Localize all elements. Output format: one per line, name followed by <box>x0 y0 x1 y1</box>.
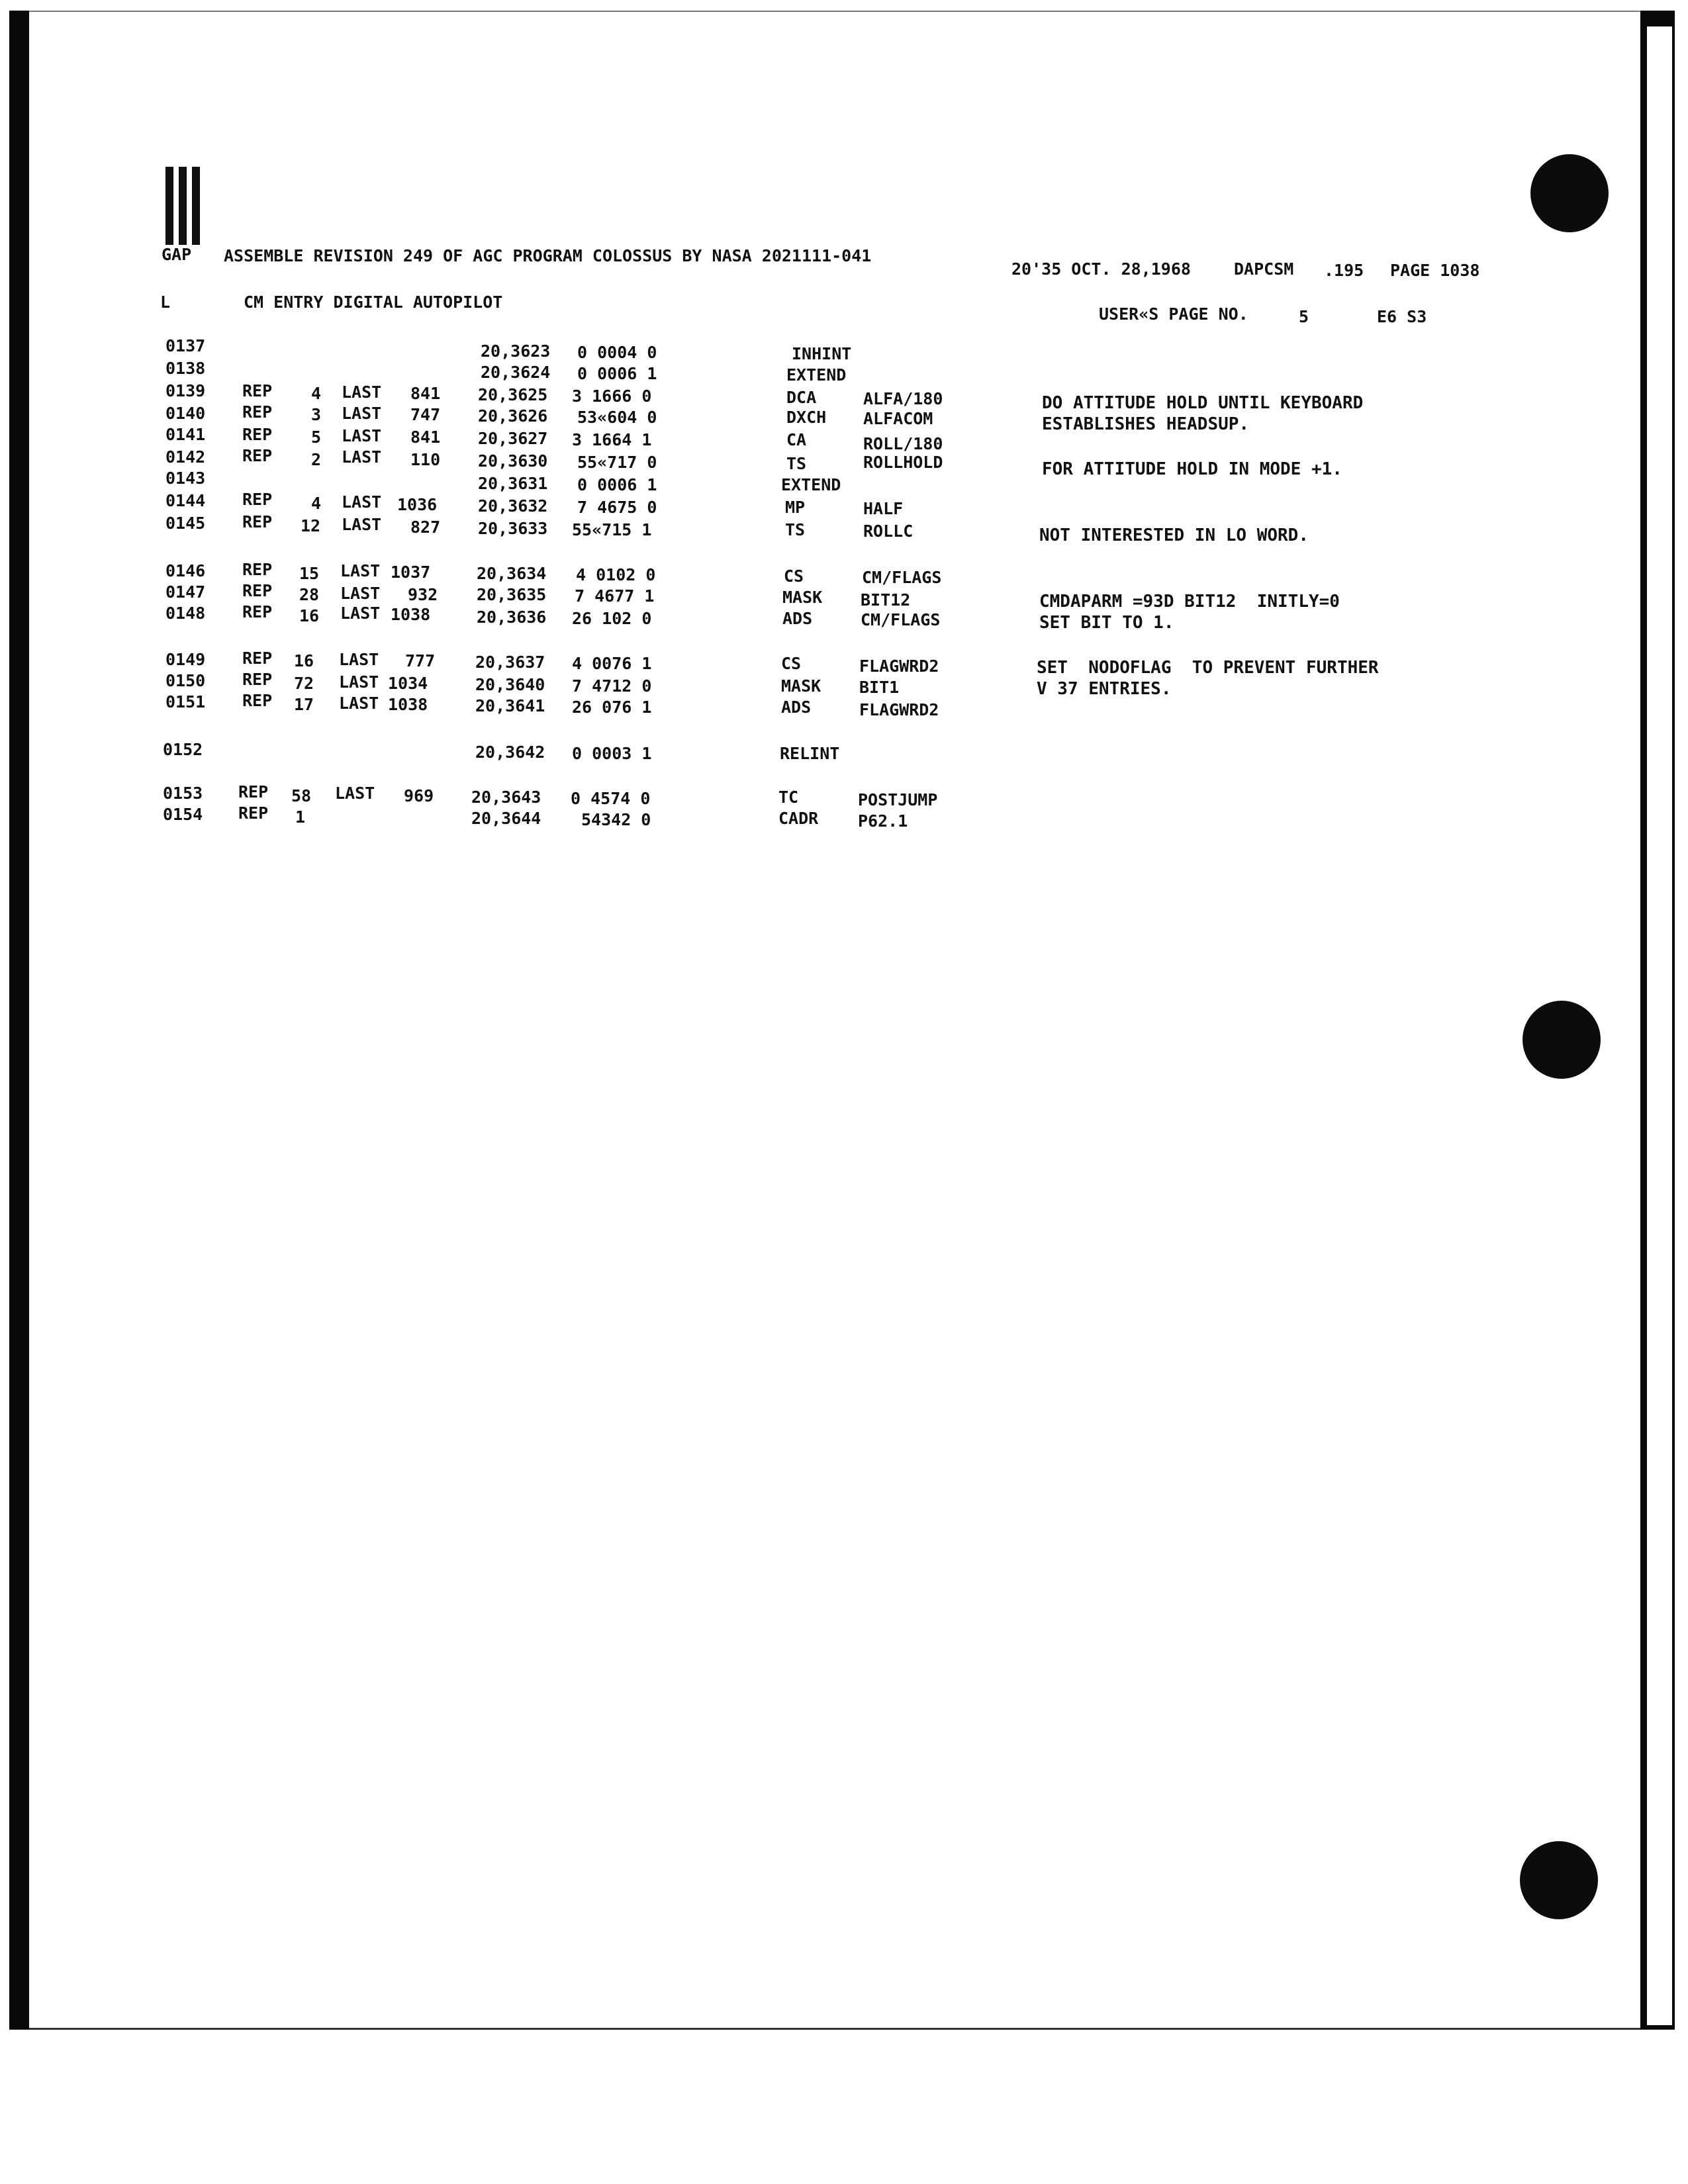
opcode: CA <box>786 430 807 449</box>
last-ref-page: 841 <box>410 384 441 403</box>
comment-line: CMDAPARM =93D BIT12 INITLY=0 <box>1039 592 1340 612</box>
operand: POSTJUMP <box>858 790 938 809</box>
opcode: DXCH <box>786 408 827 427</box>
last-ref-page: 777 <box>405 651 436 670</box>
operand: BIT1 <box>859 678 900 697</box>
octal-word: 0 0003 1 <box>572 744 652 763</box>
rep-marker: REP <box>242 512 273 531</box>
opcode: EXTEND <box>786 365 847 385</box>
line-number: 0143 <box>165 469 206 488</box>
address: 20,3625 <box>478 385 548 404</box>
ref-count: 58 <box>291 786 312 805</box>
address: 20,3644 <box>471 809 541 828</box>
opcode: DCA <box>786 388 817 407</box>
comment-line: V 37 ENTRIES. <box>1037 679 1172 699</box>
binder-hole-middle <box>1523 1001 1601 1079</box>
line-number: 0146 <box>165 561 206 580</box>
rep-marker: REP <box>242 381 273 400</box>
opcode: INHINT <box>792 344 852 363</box>
opcode: CADR <box>778 809 819 828</box>
operand: P62.1 <box>858 811 908 831</box>
comment-line: SET NODOFLAG TO PREVENT FURTHER <box>1037 658 1379 678</box>
address: 20,3634 <box>477 564 547 583</box>
ref-count: 72 <box>294 674 314 693</box>
line-number: 0142 <box>165 447 206 467</box>
operand: HALF <box>863 499 904 518</box>
ref-count: 3 <box>311 405 322 424</box>
address: 20,3643 <box>471 788 541 807</box>
last-ref-page: 1036 <box>397 495 438 514</box>
operand: FLAGWRD2 <box>859 657 939 676</box>
ref-count: 4 <box>311 494 322 513</box>
last-label: LAST <box>342 383 382 402</box>
octal-word: 3 1666 0 <box>572 387 652 406</box>
rep-marker: REP <box>242 581 273 600</box>
line-number: 0138 <box>165 359 206 378</box>
last-ref-page: 110 <box>410 450 441 469</box>
line-number: 0152 <box>163 740 203 759</box>
ref-count: 12 <box>301 516 321 535</box>
octal-word: 54342 0 <box>581 810 651 829</box>
address: 20,3632 <box>478 496 548 516</box>
last-label: LAST <box>339 672 379 692</box>
opcode: CS <box>781 654 802 673</box>
registration-marks <box>165 167 205 245</box>
user-page-number: 5 <box>1299 307 1309 326</box>
last-ref-page: 969 <box>404 786 434 805</box>
operand: ROLLHOLD <box>863 453 943 472</box>
line-number: 0149 <box>165 650 206 669</box>
last-label: LAST <box>342 515 382 534</box>
opcode: TS <box>786 454 807 473</box>
last-ref-page: 841 <box>410 428 441 447</box>
rep-marker: REP <box>242 490 273 509</box>
ref-count: 4 <box>311 384 322 403</box>
rep-marker: REP <box>242 425 273 444</box>
last-ref-page: 827 <box>410 518 441 537</box>
last-ref-page: 1038 <box>388 695 428 714</box>
rep-marker: REP <box>242 691 273 710</box>
comment-line: ESTABLISHES HEADSUP. <box>1042 414 1250 434</box>
last-label: LAST <box>342 426 382 445</box>
last-label: LAST <box>342 404 382 423</box>
header-log-number: .195 <box>1324 261 1364 280</box>
rep-marker: REP <box>242 670 273 689</box>
opcode: MASK <box>781 676 821 696</box>
last-ref-page: 932 <box>408 585 438 604</box>
ref-count: 16 <box>294 651 314 670</box>
address: 20,3636 <box>477 608 547 627</box>
address: 20,3626 <box>478 406 548 426</box>
line-number: 0147 <box>165 582 206 602</box>
ref-count: 2 <box>311 450 322 469</box>
operand: ALFACOM <box>863 409 933 428</box>
octal-word: 26 102 0 <box>572 609 652 628</box>
opcode: MP <box>785 498 806 517</box>
ref-count: 16 <box>299 606 320 625</box>
operand: FLAGWRD2 <box>859 700 939 719</box>
line-number: 0148 <box>165 604 206 623</box>
last-label: LAST <box>339 694 379 713</box>
operand: CM/FLAGS <box>861 610 941 629</box>
line-number: 0145 <box>165 514 206 533</box>
comment-line: DO ATTITUDE HOLD UNTIL KEYBOARD <box>1042 393 1364 413</box>
ref-count: 28 <box>299 585 320 604</box>
last-ref-page: 1038 <box>391 605 431 624</box>
address: 20,3641 <box>475 696 545 715</box>
last-label: LAST <box>340 561 381 580</box>
address: 20,3642 <box>475 743 545 762</box>
user-page-label: USER«S PAGE NO. <box>1099 304 1248 324</box>
opcode: CS <box>784 567 804 586</box>
rep-marker: REP <box>238 782 269 801</box>
opcode: ADS <box>782 609 813 628</box>
header-datetime: 20'35 OCT. 28,1968 <box>1011 259 1191 279</box>
opcode: TS <box>785 520 806 539</box>
octal-word: 7 4712 0 <box>572 676 652 696</box>
rep-marker: REP <box>242 402 273 422</box>
octal-word: 55«715 1 <box>572 520 652 539</box>
last-ref-page: 1037 <box>391 563 431 582</box>
operand: ALFA/180 <box>863 389 943 408</box>
comment-line: NOT INTERESTED IN LO WORD. <box>1039 525 1309 545</box>
octal-word: 26 076 1 <box>572 698 652 717</box>
line-number: 0154 <box>163 805 203 824</box>
rep-marker: REP <box>242 602 273 621</box>
right-scan-border-gap <box>1647 26 1672 2025</box>
octal-word: 55«717 0 <box>577 453 657 472</box>
ref-count: 5 <box>311 428 322 447</box>
octal-word: 0 4574 0 <box>571 789 651 808</box>
line-number: 0144 <box>165 491 206 510</box>
page-codes: E6 S3 <box>1377 307 1427 326</box>
address: 20,3635 <box>477 585 547 604</box>
address: 20,3637 <box>475 653 545 672</box>
address: 20,3624 <box>481 363 551 382</box>
line-number: 0150 <box>165 671 206 690</box>
opcode: ADS <box>781 698 812 717</box>
octal-word: 7 4675 0 <box>577 498 657 517</box>
ref-count: 15 <box>299 564 320 583</box>
opcode: TC <box>778 788 799 807</box>
operand: ROLLC <box>863 522 914 541</box>
section-marker: L <box>160 293 171 312</box>
octal-word: 3 1664 1 <box>572 430 652 449</box>
header-log-name: DAPCSM <box>1234 259 1294 279</box>
opcode: EXTEND <box>781 475 841 494</box>
page-top-edge <box>13 11 1675 12</box>
last-ref-page: 747 <box>410 405 441 424</box>
address: 20,3633 <box>478 519 548 538</box>
octal-word: 0 0006 1 <box>577 364 657 383</box>
comment-line: FOR ATTITUDE HOLD IN MODE +1. <box>1042 459 1342 479</box>
last-label: LAST <box>335 784 375 803</box>
line-number: 0153 <box>163 784 203 803</box>
last-label: LAST <box>342 492 382 512</box>
line-number: 0141 <box>165 425 206 444</box>
line-number: 0139 <box>165 381 206 400</box>
last-ref-page: 1034 <box>388 674 428 693</box>
opcode: RELINT <box>780 744 840 763</box>
octal-word: 53«604 0 <box>577 408 657 427</box>
last-label: LAST <box>340 584 381 603</box>
address: 20,3631 <box>478 474 548 493</box>
last-label: LAST <box>342 447 382 467</box>
operand: ROLL/180 <box>863 434 943 453</box>
operand: CM/FLAGS <box>862 568 942 587</box>
operand: BIT12 <box>861 590 911 610</box>
binder-hole-top <box>1530 154 1609 232</box>
octal-word: 7 4677 1 <box>575 586 655 606</box>
octal-word: 0 0004 0 <box>577 343 657 362</box>
octal-word: 4 0076 1 <box>572 654 652 673</box>
octal-word: 4 0102 0 <box>576 565 656 584</box>
address: 20,3630 <box>478 451 548 471</box>
opcode: MASK <box>782 588 823 607</box>
address: 20,3623 <box>481 341 551 361</box>
ref-count: 17 <box>294 695 314 714</box>
binder-hole-bottom <box>1520 1841 1598 1919</box>
ref-count: 1 <box>295 807 306 827</box>
address: 20,3627 <box>478 429 548 448</box>
rep-marker: REP <box>242 649 273 668</box>
left-scan-border <box>9 11 29 2029</box>
header-title: ASSEMBLE REVISION 249 OF AGC PROGRAM COLOSSUS BY NASA 2021111-041 <box>224 246 872 265</box>
comment-line: SET BIT TO 1. <box>1039 613 1174 633</box>
header-page-number: PAGE 1038 <box>1390 261 1480 280</box>
last-label: LAST <box>340 604 381 623</box>
line-number: 0137 <box>165 336 206 355</box>
line-number: 0151 <box>165 692 206 711</box>
rep-marker: REP <box>238 803 269 823</box>
address: 20,3640 <box>475 675 545 694</box>
section-title: CM ENTRY DIGITAL AUTOPILOT <box>244 293 503 312</box>
page-bottom-edge <box>9 2028 1675 2030</box>
header-tag: GAP <box>162 245 192 264</box>
line-number: 0140 <box>165 404 206 423</box>
rep-marker: REP <box>242 560 273 579</box>
octal-word: 0 0006 1 <box>577 475 657 494</box>
last-label: LAST <box>339 650 379 669</box>
rep-marker: REP <box>242 446 273 465</box>
